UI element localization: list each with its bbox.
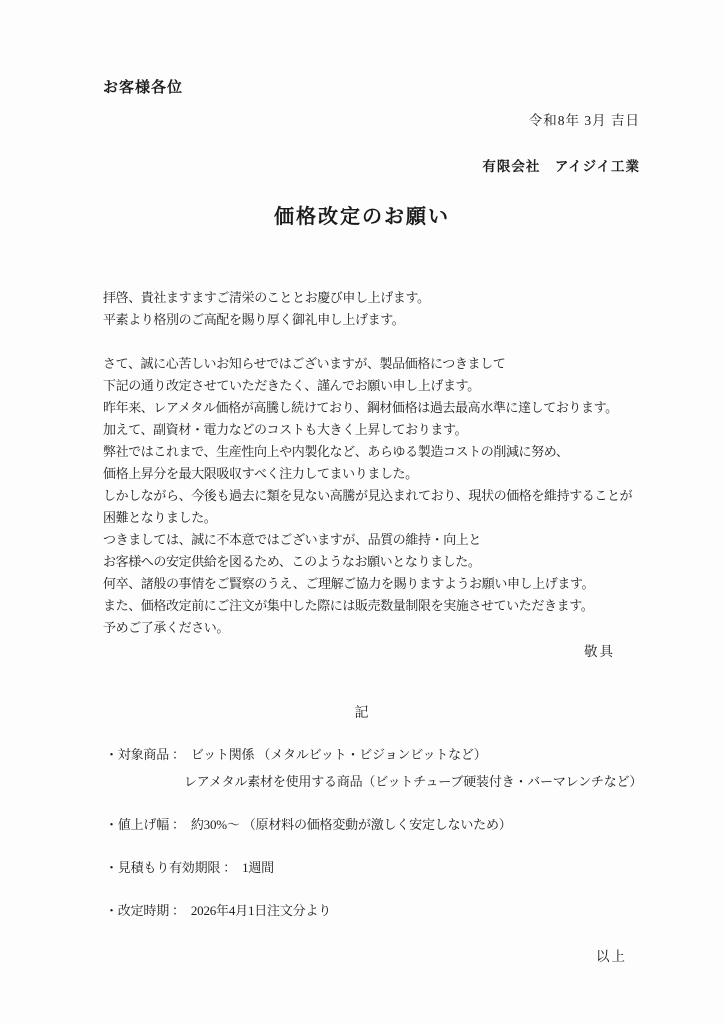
body-line: 困難となりました。 (103, 510, 217, 525)
item-label: ・対象商品 ： (105, 747, 185, 762)
company-name: 有限会社 アイジイ工業 (482, 159, 640, 174)
item-value: レアメタル素材を使用する商品（ビットチューブ硬装付き・バーマレンチなど） (184, 774, 643, 789)
item-target-products (105, 744, 487, 763)
body-line: つきましては、誠に不本意ではございますが、品質の維持・向上と (103, 532, 482, 547)
end-marker-ijou: 以上 (596, 949, 627, 964)
body-line: 平素より格別のご高配を賜り厚く御礼申し上げます。 (103, 312, 405, 327)
letter-body (103, 287, 643, 639)
body-line: 弊社ではこれまで、生産性向上や内製化など、あらゆる製造コストの削減に努め、 (103, 444, 569, 459)
item-value: 1週間 (242, 860, 274, 875)
body-line: また、価格改定前にご注文が集中した際には販売数量制限を実施させていただきます。 (103, 598, 594, 613)
item-label: ・改定時期 ： (105, 903, 185, 918)
item-target-products-cont (105, 771, 642, 790)
item-revision-timing (105, 900, 331, 919)
body-line: 加えて、副資材・電力などのコストも大きく上昇しております。 (103, 422, 468, 437)
item-value: 2026年4月1日注文分より (190, 903, 332, 918)
body-line: 何卒、諸般の事情をご賢察のうえ、ご理解ご協力を賜りますようお願い申し上げます。 (103, 576, 595, 591)
item-label: ・見積もり有効期限 ： (105, 860, 237, 875)
body-line: 下記の通り改定させていただきたく、謹んでお願い申し上げます。 (103, 378, 480, 393)
body-line: 予めご了承ください。 (103, 620, 230, 635)
item-label: ・値上げ幅 ： (105, 817, 185, 832)
record-marker-ki: 記 (354, 706, 370, 721)
item-value: 約30%～ （原材料の価格変動が激しく安定しないため） (190, 817, 512, 832)
body-line: 価格上昇分を最大限吸収すべく注力してまいりました。 (103, 466, 418, 481)
item-price-increase (105, 814, 512, 833)
body-line: お客様への安定供給を図るため、このようなお願いとなりました。 (103, 554, 481, 569)
body-line: さて、誠に心苦しいお知らせではございますが、製品価格につきまして (103, 356, 506, 371)
item-quote-validity (105, 857, 274, 876)
date-line: 令和8年 3月 吉日 (528, 113, 640, 128)
body-line: 昨年来、レアメタル価格が高騰し続けており、鋼材価格は過去最高水準に達しております。 (103, 400, 618, 415)
body-line: 拝啓、貴社ますますご清栄のこととお慶び申し上げます。 (103, 290, 430, 305)
document-title: 価格改定のお願い (274, 206, 450, 228)
item-value: ビット関係 （メタルビット・ビジョンビットなど） (190, 747, 487, 762)
closing-keigu: 敬具 (584, 644, 615, 659)
recipient-line: お客様各位 (103, 80, 184, 96)
body-line: しかしながら、今後も過去に類を見ない高騰が見込まれており、現状の価格を維持することが (103, 488, 633, 503)
